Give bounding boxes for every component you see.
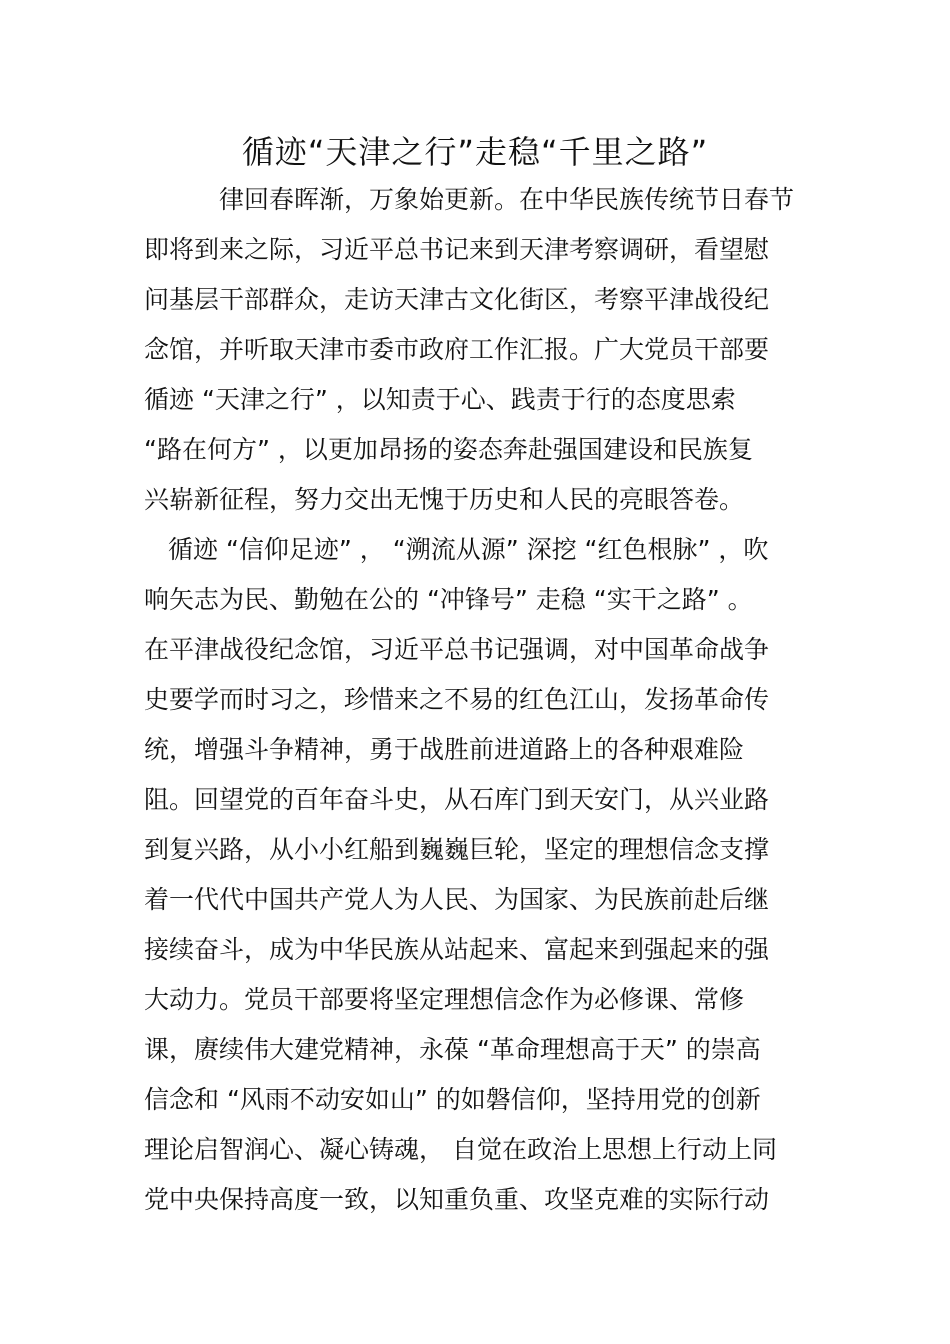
text-line: 即将到来之际，习近平总书记来到天津考察调研，看望慰 <box>144 235 770 264</box>
text-line: 党中央保持高度一致，以知重负重、攻坚克难的实际行动 <box>144 1185 770 1214</box>
text-line: 循迹 “信仰足迹” ， “溯流从源” 深挖 “红色根脉” ，吹 <box>168 535 769 564</box>
text-line: 在平津战役纪念馆，习近平总书记强调，对中国革命战争 <box>144 635 770 664</box>
text-line: 课，赓续伟大建党精神，永葆 “革命理想高于天” 的崇高 <box>144 1035 761 1064</box>
text-line: 循迹 “天津之行” ，以知责于心、践责于行的态度思索 <box>144 385 736 414</box>
text-line: 统，增强斗争精神，勇于战胜前进道路上的各种艰难险 <box>144 735 745 764</box>
text-line: 着一代代中国共产党人为人民、为国家、为民族前赴后继 <box>144 885 770 914</box>
text-line: 到复兴路，从小小红船到巍巍巨轮，坚定的理想信念支撑 <box>144 835 770 864</box>
text-line: 接续奋斗，成为中华民族从站起来、富起来到强起来的强 <box>144 935 770 964</box>
text-line: “路在何方” ，以更加昂扬的姿态奔赴强国建设和民族复 <box>144 435 753 464</box>
text-line: 理论启智润心、凝心铸魂， 自觉在政治上思想上行动上同 <box>144 1135 777 1164</box>
text-line: 念馆，并听取天津市委市政府工作汇报。广大党员干部要 <box>144 335 770 364</box>
paragraph-2 <box>144 525 814 1225</box>
text-line: 大动力。党员干部要将坚定理想信念作为必修课、常修 <box>144 985 745 1014</box>
text-line: 史要学而时习之，珍惜来之不易的红色江山，发扬革命传 <box>144 685 770 714</box>
document-body <box>144 175 814 1225</box>
text-line: 响矢志为民、勤勉在公的 “冲锋号” 走稳 “实干之路” 。 <box>144 585 753 614</box>
text-line: 阻。回望党的百年奋斗史，从石库门到天安门，从兴业路 <box>144 785 770 814</box>
text-line: 问基层干部群众，走访天津古文化街区，考察平津战役纪 <box>144 285 770 314</box>
text-line: 兴崭新征程，努力交出无愧于历史和人民的亮眼答卷。 <box>144 485 745 514</box>
text-line: 信念和 “风雨不动安如山” 的如磐信仰，坚持用党的创新 <box>144 1085 761 1114</box>
paragraph-1 <box>144 175 814 525</box>
text-line: 律回春晖渐，万象始更新。在中华民族传统节日春节 <box>219 185 795 214</box>
document-title: 循迹“天津之行”走稳“千里之路” <box>241 133 709 171</box>
